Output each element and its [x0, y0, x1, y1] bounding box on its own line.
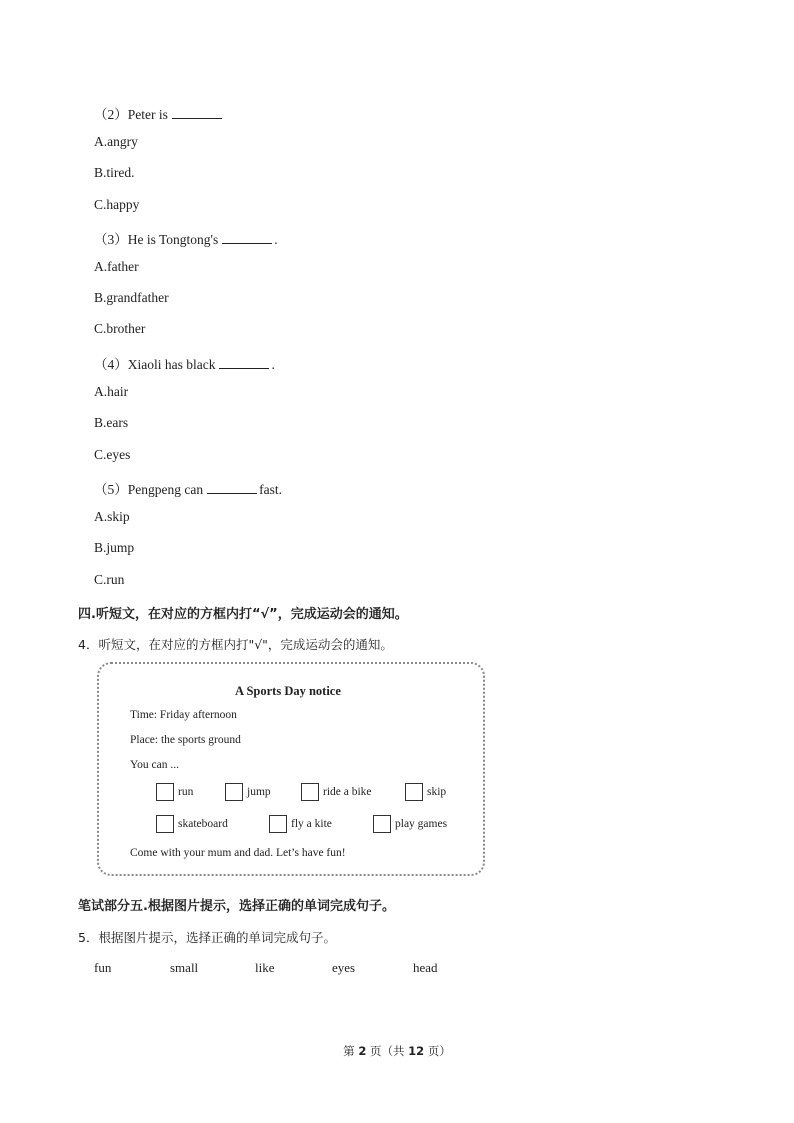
word-option-fun: fun: [94, 960, 112, 975]
checkbox-fly-a-kite[interactable]: [269, 815, 287, 833]
activity-skateboard: [156, 815, 228, 833]
question-3-text: （3）He is Tongtong's: [94, 232, 219, 247]
notice-closing: Come with your mum and dad. Let’s have fun!: [130, 847, 346, 859]
option-3c: C.brother: [94, 321, 146, 336]
answer-blank: [219, 357, 269, 369]
word-option-small: small: [170, 960, 199, 975]
section-5-heading: 笔试部分五.根据图片提示，选择正确的单词完成句子。: [78, 899, 395, 914]
answer-blank: [207, 482, 257, 494]
activity-label: play games: [395, 818, 448, 830]
page-footer: [0, 1043, 794, 1059]
option-3b: B.grandfather: [94, 290, 169, 305]
footer-suffix: 页）: [424, 1044, 451, 1058]
question-2-text: （2）Peter is: [94, 107, 168, 122]
activity-ride-a-bike: [301, 783, 372, 801]
option-4c: C.eyes: [94, 447, 131, 462]
question-3-stem: [94, 228, 278, 248]
activity-fly-a-kite: [269, 815, 332, 833]
answer-blank: [172, 107, 222, 119]
question-5-instruction: 5．根据图片提示，选择正确的单词完成句子。: [78, 930, 336, 945]
option-2c: C.happy: [94, 197, 140, 212]
question-4-text: （4）Xiaoli has black: [94, 357, 216, 372]
checkbox-play-games[interactable]: [373, 815, 391, 833]
option-2a: A.angry: [94, 134, 138, 149]
activity-label: run: [178, 786, 194, 798]
checkbox-skateboard[interactable]: [156, 815, 174, 833]
activity-skip: [405, 783, 446, 801]
footer-total-pages: 12: [408, 1044, 425, 1058]
question-5-text: （5）Pengpeng can: [94, 482, 204, 497]
notice-title: A Sports Day notice: [235, 684, 341, 698]
checkbox-jump[interactable]: [225, 783, 243, 801]
question-3-suffix: .: [274, 232, 278, 247]
section-4-heading: 四.听短文，在对应的方框内打“√”，完成运动会的通知。: [78, 607, 408, 622]
option-2b: B.tired.: [94, 165, 135, 180]
sports-day-notice: [97, 662, 485, 876]
checkbox-run[interactable]: [156, 783, 174, 801]
activity-run: [156, 783, 193, 801]
footer-prefix: 第: [343, 1044, 359, 1058]
option-3a: A.father: [94, 259, 139, 274]
answer-blank: [222, 232, 272, 244]
option-5c: C.run: [94, 572, 125, 587]
word-option-eyes: eyes: [332, 960, 356, 975]
question-5-suffix: fast.: [259, 482, 282, 497]
option-5a: A.skip: [94, 509, 130, 524]
activity-label: jump: [247, 786, 271, 798]
question-4-stem: [94, 353, 275, 373]
activity-jump: [225, 783, 271, 801]
question-2-stem: [94, 103, 224, 123]
notice-you-can: You can ...: [130, 759, 179, 771]
activity-label: skateboard: [178, 818, 228, 830]
option-4b: B.ears: [94, 415, 129, 430]
activity-label: skip: [427, 786, 447, 798]
word-option-like: like: [255, 960, 275, 975]
word-option-head: head: [413, 960, 438, 975]
checkbox-ride-a-bike[interactable]: [301, 783, 319, 801]
activity-label: fly a kite: [291, 818, 332, 830]
question-4-suffix: .: [271, 357, 275, 372]
question-4-instruction: 4．听短文，在对应的方框内打"√"，完成运动会的通知。: [78, 637, 393, 652]
activity-label: ride a bike: [323, 786, 372, 798]
option-5b: B.jump: [94, 540, 135, 555]
option-4a: A.hair: [94, 384, 129, 399]
checkbox-skip[interactable]: [405, 783, 423, 801]
question-5-stem: [94, 478, 282, 498]
footer-page-number: 2: [358, 1044, 367, 1058]
activity-play-games: [373, 815, 447, 833]
notice-time: Time: Friday afternoon: [130, 709, 237, 721]
notice-place: Place: the sports ground: [130, 734, 241, 746]
footer-middle: 页（共: [366, 1044, 409, 1058]
